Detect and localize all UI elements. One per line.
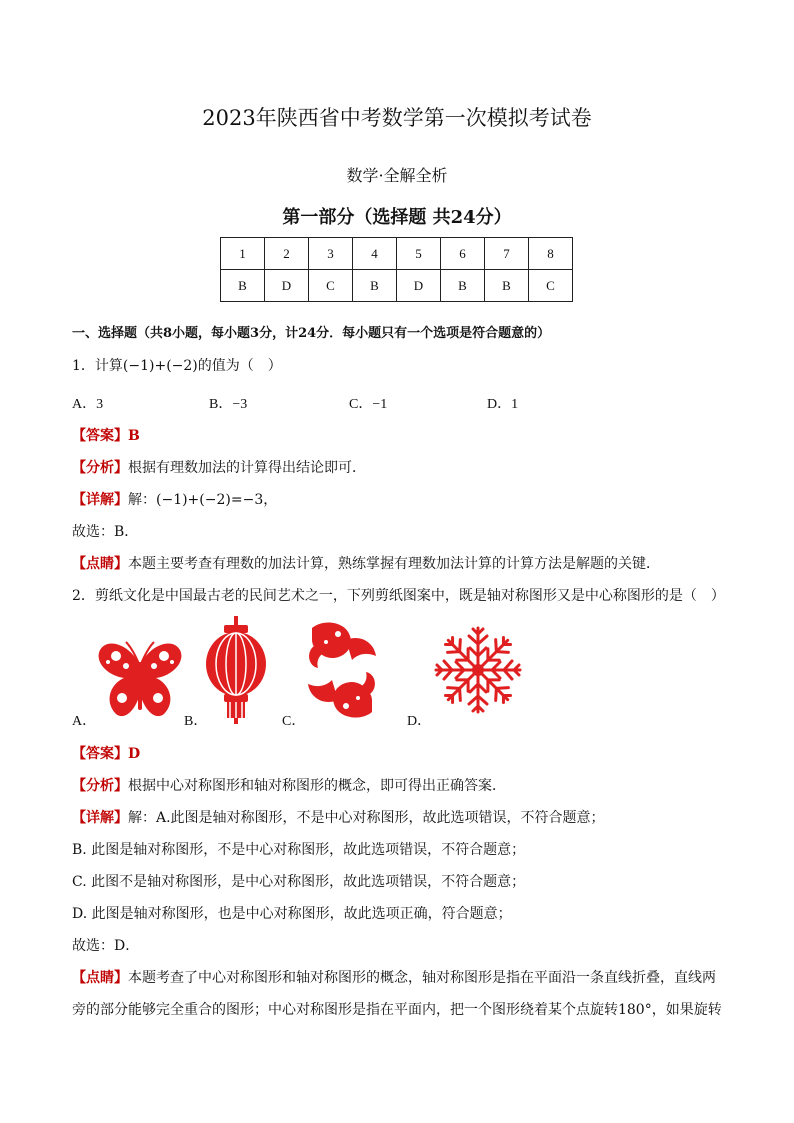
question-number-cell: 3 [309, 238, 353, 270]
q2-detail-d: D. 此图是轴对称图形，也是中心对称图形，故此选项正确，符合题意； [72, 906, 512, 922]
lantern-icon [205, 616, 267, 728]
detail-tag: 【详解】 [72, 810, 128, 826]
q2-stem: 2．剪纸文化是中国最古老的民间艺术之一，下列剪纸图案中，既是轴对称图形又是中心称图形的是（ ） [72, 588, 725, 604]
answer-cell: C [529, 270, 573, 302]
document-subtitle: 数学·全解全析 [346, 166, 448, 185]
q2-option-a-label: A． [72, 714, 97, 729]
answer-table [220, 237, 573, 302]
answer-cell: B [485, 270, 529, 302]
q2-option-b-label: B． [184, 714, 208, 729]
question-number-cell: 2 [265, 238, 309, 270]
analysis-tag: 【分析】 [72, 778, 128, 794]
question-number-cell: 8 [529, 238, 573, 270]
answer-cell: C [309, 270, 353, 302]
analysis-text: 根据有理数加法的计算得出结论即可． [128, 460, 366, 476]
q2-answer: 【答案】D [72, 746, 141, 762]
q2-option-c-label: C． [282, 714, 306, 729]
answer-table-answer-row [221, 270, 573, 302]
part-heading: 第一部分（选择题 共24分） [282, 207, 512, 228]
detail-tag: 【详解】 [72, 492, 128, 508]
detail-text: 解：A.此图是轴对称图形，不是中心对称图形，故此选项错误，不符合题意； [128, 810, 605, 826]
q2-detail [72, 807, 605, 827]
answer-cell: B [441, 270, 485, 302]
q1-option-d: D．1 [487, 397, 519, 412]
question-number-cell: 7 [485, 238, 529, 270]
analysis-text: 根据中心对称图形和轴对称图形的概念，即可得出正确答案． [128, 778, 506, 794]
question-number-cell: 4 [353, 238, 397, 270]
analysis-tag: 【分析】 [72, 460, 128, 476]
q2-comment-continued: 旁的部分能够完全重合的图形；中心对称图形是指在平面内，把一个图形绕着某个点旋转180°，如果旋转 [72, 1002, 722, 1018]
q2-option-d-label: D． [407, 714, 432, 729]
comment-text: 本题主要考查有理数的加法计算，熟练掌握有理数加法计算的计算方法是解题的关键． [128, 556, 660, 572]
detail-text: 解：(−1)+(−2)=−3， [128, 492, 278, 508]
comment-text: 本题考查了中心对称图形和轴对称图形的概念，轴对称图形是指在平面沿一条直线折叠，直线两 [128, 970, 716, 986]
q1-answer: 【答案】B [72, 428, 140, 444]
answer-cell: D [397, 270, 441, 302]
goldfish-icon [302, 618, 382, 726]
q1-option-b: B．−3 [209, 397, 248, 412]
question-number-cell: 5 [397, 238, 441, 270]
q1-comment [72, 553, 660, 573]
q2-comment [72, 967, 716, 987]
answer-table-number-row [221, 238, 573, 270]
q1-option-a: A．3 [72, 397, 104, 412]
answer-cell: B [353, 270, 397, 302]
answer-cell: B [221, 270, 265, 302]
snowflake-icon [432, 624, 524, 720]
document-title: 2023年陕西省中考数学第一次模拟考试卷 [202, 106, 592, 130]
comment-tag: 【点睛】 [72, 556, 128, 572]
question-number-cell: 6 [441, 238, 485, 270]
q1-option-c: C．−1 [349, 397, 388, 412]
butterfly-icon [94, 636, 186, 726]
q2-choice: 故选：D． [72, 938, 140, 954]
comment-tag: 【点睛】 [72, 970, 128, 986]
q1-detail [72, 489, 277, 509]
q1-stem: 1．计算(−1)+(−2)的值为（ ） [72, 358, 282, 374]
q2-detail-b: B. 此图是轴对称图形，不是中心对称图形，故此选项错误，不符合题意； [72, 842, 526, 858]
q2-analysis [72, 775, 506, 795]
q1-analysis [72, 457, 366, 477]
answer-cell: D [265, 270, 309, 302]
section-heading: 一、选择题（共8小题，每小题3分，计24分．每小题只有一个选项是符合题意的） [72, 326, 551, 341]
q1-choice: 故选：B． [72, 524, 139, 540]
q2-detail-c: C. 此图不是轴对称图形，是中心对称图形，故此选项错误，不符合题意； [72, 874, 526, 890]
question-number-cell: 1 [221, 238, 265, 270]
